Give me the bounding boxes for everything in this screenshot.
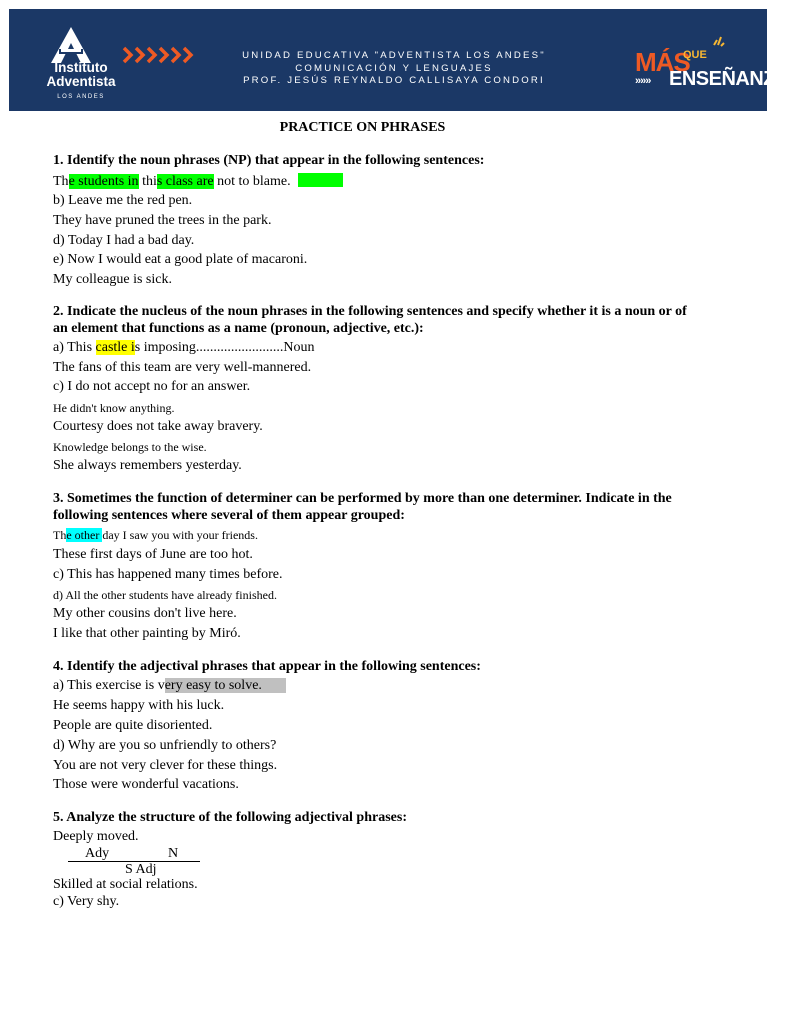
q3-s1-part-a: Th	[53, 528, 67, 542]
q4-s1-part-a: a) This exercise is v	[53, 678, 165, 693]
q1-sentence-a	[53, 173, 343, 190]
slogan-ensenanza: ENSEÑANZA	[669, 68, 789, 90]
q1-s1-part-a: Th	[53, 174, 69, 189]
question-4-heading: 4. Identify the adjectival phrases that appear in the following sentences:	[53, 659, 481, 674]
q1-line: My colleague is sick.	[53, 272, 172, 287]
school-name: UNIDAD EDUCATIVA "ADVENTISTA LOS ANDES"	[242, 50, 546, 61]
q2-line: Knowledge belongs to the wise.	[53, 440, 207, 454]
spark-icon	[712, 35, 724, 47]
school-info	[214, 50, 574, 88]
q4-sentence-a	[53, 678, 286, 694]
q3-line: I like that other painting by Miró.	[53, 626, 241, 641]
q1-answer-box	[298, 173, 343, 187]
page-title: PRACTICE ON PHRASES	[279, 120, 446, 135]
logo-name	[31, 61, 131, 89]
logo-subtitle: LOS ANDES	[57, 94, 105, 100]
q3-sentence-a	[53, 527, 258, 543]
slogan-mas: MÁS	[635, 47, 690, 77]
question-2-heading: 2. Indicate the nucleus of the noun phrases in the following sentences and specify whether it is a noun or of an element that functions as a name (pronoun, adjective, etc.):	[53, 304, 687, 336]
q2-line: He didn't know anything.	[53, 401, 175, 415]
q4-line: Those were wonderful vacations.	[53, 777, 239, 792]
q2-s1-part-a: a) This	[53, 340, 96, 355]
q3-line: My other cousins don't live here.	[53, 606, 237, 621]
logo-name-line2: Adventista	[46, 74, 116, 89]
tree-label-ady: Ady	[85, 846, 110, 861]
q1-line: They have pruned the trees in the park.	[53, 213, 272, 228]
question-5-heading: 5. Analyze the structure of the following adjectival phrases:	[53, 810, 407, 825]
q3-s1-highlight: e other	[66, 528, 103, 542]
q2-s1-highlight: castle i	[95, 340, 135, 355]
chevrons-icon	[120, 46, 200, 64]
q1-s1-highlight-2: s class are	[156, 174, 214, 189]
q1-line: d) Today I had a bad day.	[53, 233, 195, 248]
q3-line: d) All the other students have already finished.	[53, 588, 277, 602]
q2-line: c) I do not accept no for an answer.	[53, 379, 251, 394]
slogan-que: QUE	[683, 49, 707, 61]
logo-name-line1: Instituto	[54, 60, 108, 75]
slogan-arrows: »»»	[635, 75, 651, 87]
q3-line: These first days of June are too hot.	[53, 547, 253, 562]
q5-line: Skilled at social relations.	[53, 877, 198, 892]
q1-s1-part-c: thi	[138, 174, 157, 189]
subject-name: COMUNICACIÓN Y LENGUAJES	[295, 62, 493, 74]
question-3-heading: 3. Sometimes the function of determiner can be performed by more than one determiner. Indicate in the following sentences where several of them appear grouped:	[53, 491, 672, 523]
q1-line: e) Now I would eat a good plate of macaroni.	[53, 252, 308, 267]
tree-label-n: N	[168, 846, 179, 861]
q3-s1-part-c: day I saw you with your friends.	[102, 528, 258, 542]
header-banner	[9, 9, 789, 111]
teacher-name: PROF. JESÚS REYNALDO CALLISAYA CONDORI	[243, 75, 545, 86]
q3-line: c) This has happened many times before.	[53, 567, 283, 582]
q5-sentence-a: Deeply moved.	[53, 829, 139, 844]
q2-sentence-a	[53, 340, 314, 356]
q2-line: Courtesy does not take away bravery.	[53, 419, 263, 434]
q4-line: d) Why are you so unfriendly to others?	[53, 738, 277, 753]
tree-label-sadj: S Adj	[125, 862, 157, 877]
q2-line: She always remembers yesterday.	[53, 458, 242, 473]
q2-line: The fans of this team are very well-mannered.	[53, 360, 312, 375]
slogan-logo	[635, 39, 789, 99]
q4-s1-highlight: ery easy to solve.	[165, 678, 286, 693]
q4-line: You are not very clever for these things.	[53, 758, 278, 773]
q1-s1-part-e: not to blame.	[213, 174, 291, 189]
q2-s1-part-c: s imposing.........................Noun	[134, 340, 315, 355]
q1-line: b) Leave me the red pen.	[53, 193, 193, 208]
q5-line: c) Very shy.	[53, 894, 120, 909]
q4-line: People are quite disoriented.	[53, 718, 213, 733]
q4-line: He seems happy with his luck.	[53, 698, 225, 713]
logo-a-icon	[51, 27, 91, 63]
question-1-heading: 1. Identify the noun phrases (NP) that appear in the following sentences:	[53, 153, 485, 168]
q1-s1-highlight-1: e students in	[68, 174, 139, 189]
